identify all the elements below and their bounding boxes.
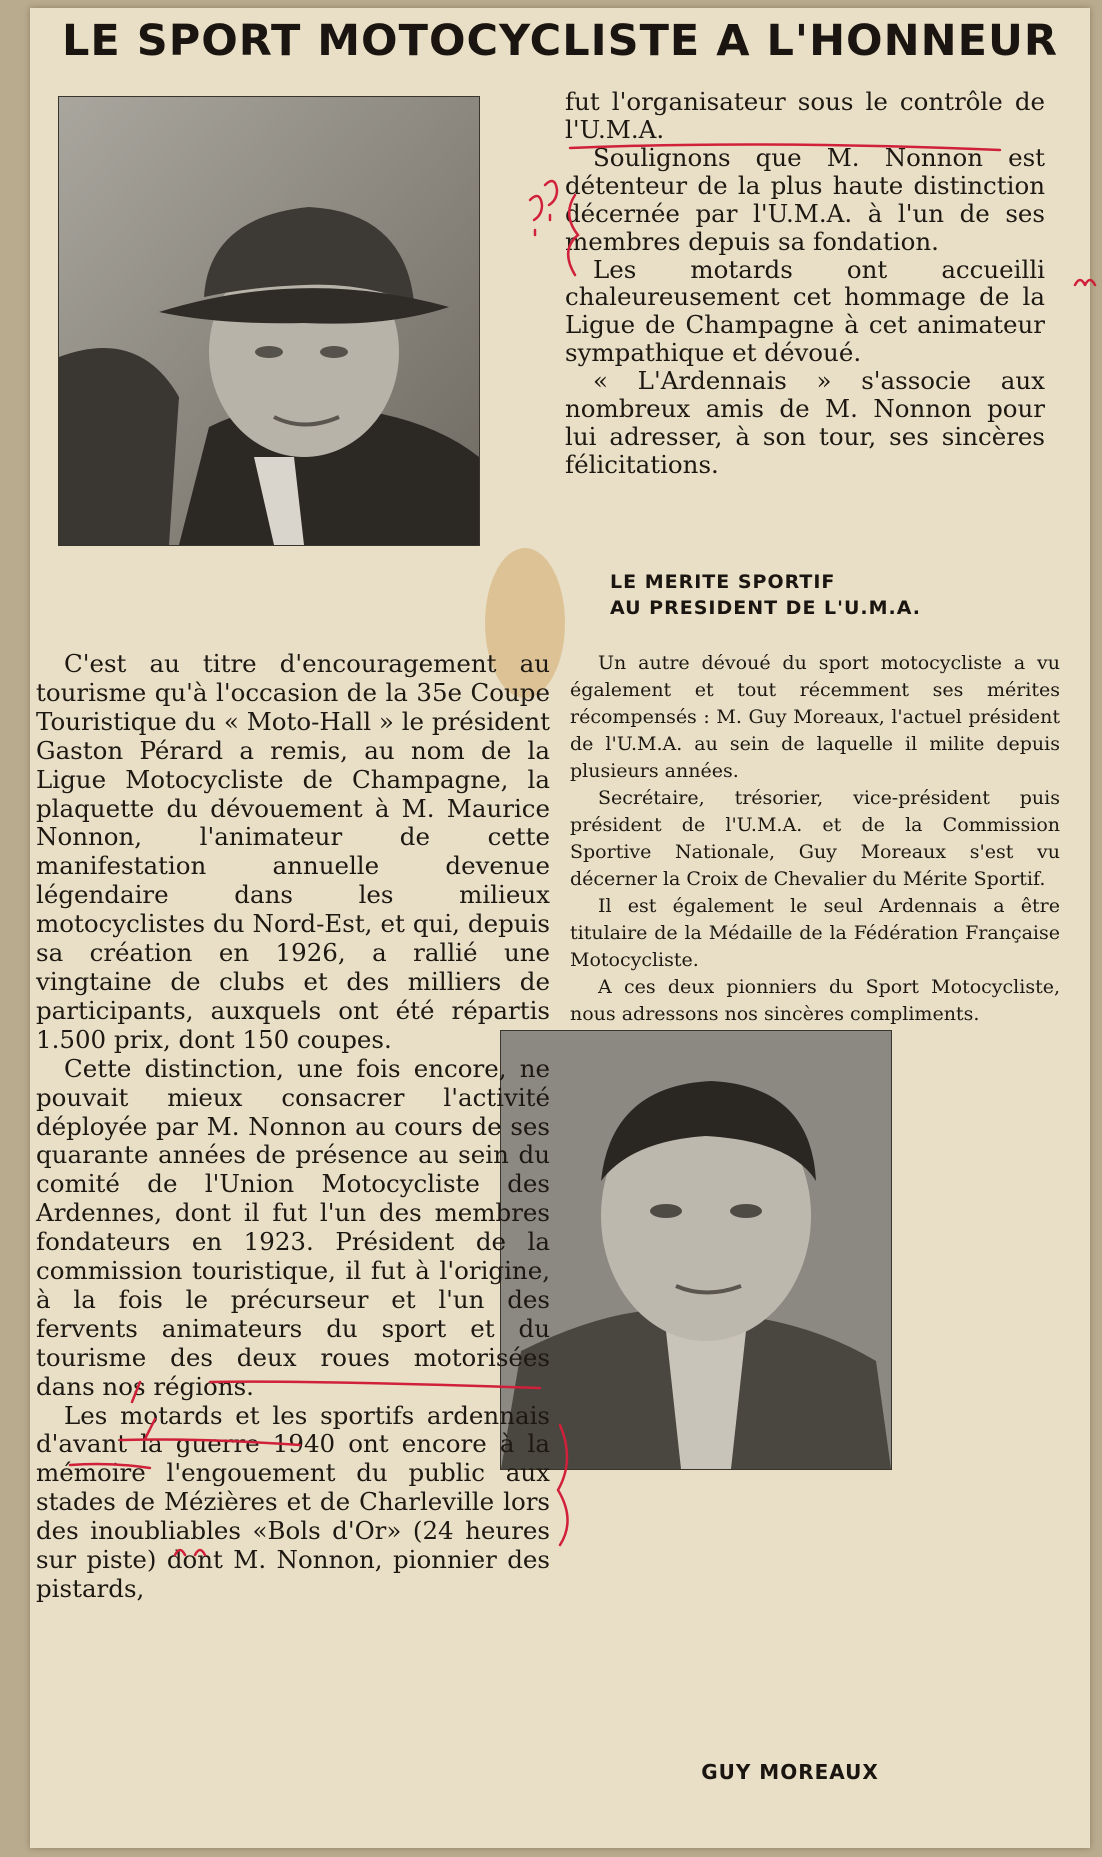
- photo-caption: GUY MOREAUX: [701, 1760, 879, 1784]
- article-paragraph: C'est au titre d'encouragement au tourisme qu'à l'occasion de la 35e Coupe Touristique du « Moto-Hall » le président Gaston Pérard a remis, au nom de la Ligue Motocycliste de Champagne, la plaquette du dévouement à M. Maurice Nonnon, l'animateur de cette manifestation annuelle devenue légendaire dans les milieux motocyclistes du Nord-Est, et qui, depuis sa création en 1926, a rallié une vingtaine de clubs et des milliers de participants, auxquels ont été répartis 1.500 prix, dont 150 coupes.: [36, 649, 550, 1054]
- article-paragraph: Secrétaire, trésorier, vice-président puis président de l'U.M.A. et de la Commission Sportive Nationale, Guy Moreaux s'est vu décerner la Croix de Chevalier du Mérite Sportif.: [570, 786, 1060, 890]
- article-paragraph: fut l'organisateur sous le contrôle de l'U.M.A.: [565, 87, 1045, 144]
- article-paragraph: Cette distinction, une fois encore, ne pouvait mieux consacrer l'activité déployée par M. Nonnon au cours de ses quarante années de présence au sein du comité de l'Union Motocycliste des Ardennes, dont il fut l'un des membres fondateurs en 1923. Président de la commission touristique, il fut à l'origine, à la fois le précurseur et l'un des fervents animateurs du sport et du tourisme des deux roues motorisées dans nos régions.: [36, 1053, 550, 1401]
- article-paragraph: « L'Ardennais » s'associe aux nombreux amis de M. Nonnon pour lui adresser, à son tour, ses sincères félicitations.: [565, 366, 1045, 479]
- left-column-article: [36, 650, 550, 1604]
- article-paragraph: A ces deux pionniers du Sport Motocycliste, nous adressons nos sincères compliments.: [570, 975, 1060, 1025]
- sub-article: [570, 650, 1060, 1028]
- article-paragraph: Les motards ont accueilli chaleureusement cet hommage de la Ligue de Champagne à cet animateur sympathique et dévoué.: [565, 254, 1045, 368]
- headline: LE SPORT MOTOCYCLISTE A L'HONNEUR: [62, 16, 1058, 66]
- subheadline-line: AU PRESIDENT DE L'U.M.A.: [610, 596, 922, 619]
- portrait-photo-nonnon: [58, 96, 480, 546]
- article-paragraph: Soulignons que M. Nonnon est détenteur de la plus haute distinction décernée par l'U.M.A. à l'un de ses membres depuis sa fondation.: [565, 142, 1045, 256]
- article-paragraph: Il est également le seul Ardennais a être titulaire de la Médaille de la Fédération Française Motocycliste.: [570, 894, 1060, 971]
- portrait-photo-moreaux: [500, 1030, 892, 1470]
- article-paragraph: Les motards et les sportifs ardennais d'avant la guerre 1940 ont encore à la mémoire l'engouement du public aux stades de Mézières et de Charleville lors des inoubliables «Bols d'Or» (24 heures sur piste) dont M. Nonnon, pionnier des pistards,: [36, 1400, 550, 1603]
- article-paragraph: Un autre dévoué du sport motocycliste a vu également et tout récemment ses mérites récompensés : M. Guy Moreaux, l'actuel président de l'U.M.A. au sein de laquelle il milite depuis plusieurs années.: [570, 652, 1060, 782]
- subheadline: [610, 570, 1030, 621]
- subheadline-line: LE MERITE SPORTIF: [610, 571, 836, 593]
- right-column-article: [565, 88, 1045, 479]
